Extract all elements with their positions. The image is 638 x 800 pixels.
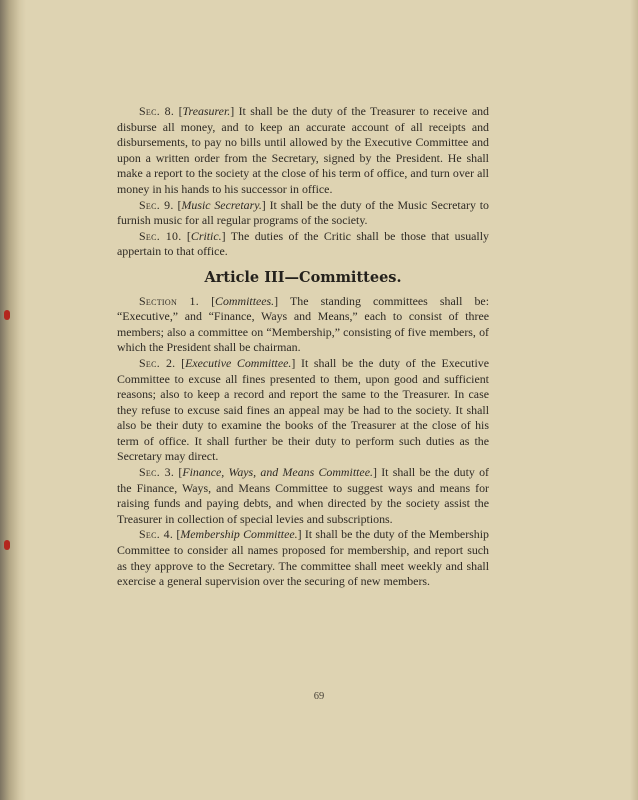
bracket: ] xyxy=(261,197,270,212)
page-edge xyxy=(630,0,638,800)
section-label: Section 1. xyxy=(139,293,199,308)
section-label: Sec. 8. xyxy=(139,104,175,118)
bracket: ] xyxy=(291,355,301,370)
bracket: [ xyxy=(173,197,182,212)
section-body: It shall be the duty of the Music Secretary to furnish music for all regular programs of the society. xyxy=(117,197,489,228)
section-label: Sec. 4. xyxy=(139,527,174,542)
section-paragraph xyxy=(117,465,489,527)
section-body: The standing committees shall be: “Executive,” and “Finance, Ways and Means,” each to consist of three members; also a committee on “Membership,” consisting of five members, of which the President shall be chairman. xyxy=(117,293,490,355)
section-title: Committees. xyxy=(215,293,275,308)
page-number: 69 xyxy=(313,691,325,702)
section-title: Membership Committee. xyxy=(180,527,298,542)
section-label: Sec. 2. xyxy=(139,355,176,370)
bracket: ] xyxy=(297,527,305,542)
bracket: [ xyxy=(173,527,181,542)
section-body: It shall be the duty of the Treasurer to receive and disburse all money, and to keep an accurate account of all receipts and disbursements, to pay no bills until allowed by the Executive Committee and upon a written order from the Secretary, signed by the President. He shall make a report to the society at the close of his term of office, and turn over all money in his hands to his successor in office. xyxy=(117,104,489,196)
section-paragraph xyxy=(117,294,489,356)
section-body: It shall be the duty of the Executive Committee to excuse all fines presented to them, upon good and sufficient reasons; also to keep a record and report the same to the Treasurer. In case they refuse to excuse said fines an appeal may be had to the society. It shall also be their duty to examine the books of the Treasurer at the close of his term of office. It shall further be their duty to perform such duties as the Secretary may direct. xyxy=(117,355,489,464)
bracket: ] xyxy=(372,465,382,480)
bracket: [ xyxy=(175,355,186,370)
section-paragraph xyxy=(117,527,489,589)
section-label: Sec. 10. xyxy=(139,228,182,243)
bracket: ] xyxy=(230,104,239,118)
section-paragraph xyxy=(117,356,489,465)
section-paragraph xyxy=(117,104,489,198)
bracket: [ xyxy=(174,104,183,118)
book-gutter xyxy=(0,0,26,800)
section-body: It shall be the duty of the Finance, Ways, and Means Committee to suggest ways and means for raising funds and paying debts, and when directed by the society assist the Treasurer in collection of special levies and subscriptions. xyxy=(117,465,490,526)
bracket: ] xyxy=(274,293,291,308)
bracket: [ xyxy=(198,293,216,308)
binding-thread-mark xyxy=(4,540,10,550)
bracket: ] xyxy=(221,228,231,243)
section-label: Sec. 9. xyxy=(139,197,174,212)
binding-thread-mark xyxy=(4,310,10,320)
section-body: It shall be the duty of the Membership Committee to consider all names proposed for membership, and report such as they approve to the Secretary. The committee shall meet weekly and shall exercise a general supervision over the securing of new members. xyxy=(117,527,489,589)
section-label: Sec. 3. xyxy=(139,465,175,480)
section-paragraph xyxy=(117,229,489,260)
section-title: Music Secretary. xyxy=(181,197,262,212)
article-heading: Article III—Committees. xyxy=(204,268,402,286)
section-title: Finance, Ways, and Means Committee. xyxy=(182,465,373,480)
section-title: Executive Committee. xyxy=(185,355,292,370)
body-text xyxy=(117,104,489,590)
section-body: The duties of the Critic shall be those that usually appertain to that office. xyxy=(117,228,489,259)
bracket: [ xyxy=(181,228,191,243)
section-title: Treasurer. xyxy=(182,104,231,118)
section-paragraph xyxy=(117,198,489,229)
bracket: [ xyxy=(174,465,183,480)
section-title: Critic. xyxy=(190,228,222,243)
